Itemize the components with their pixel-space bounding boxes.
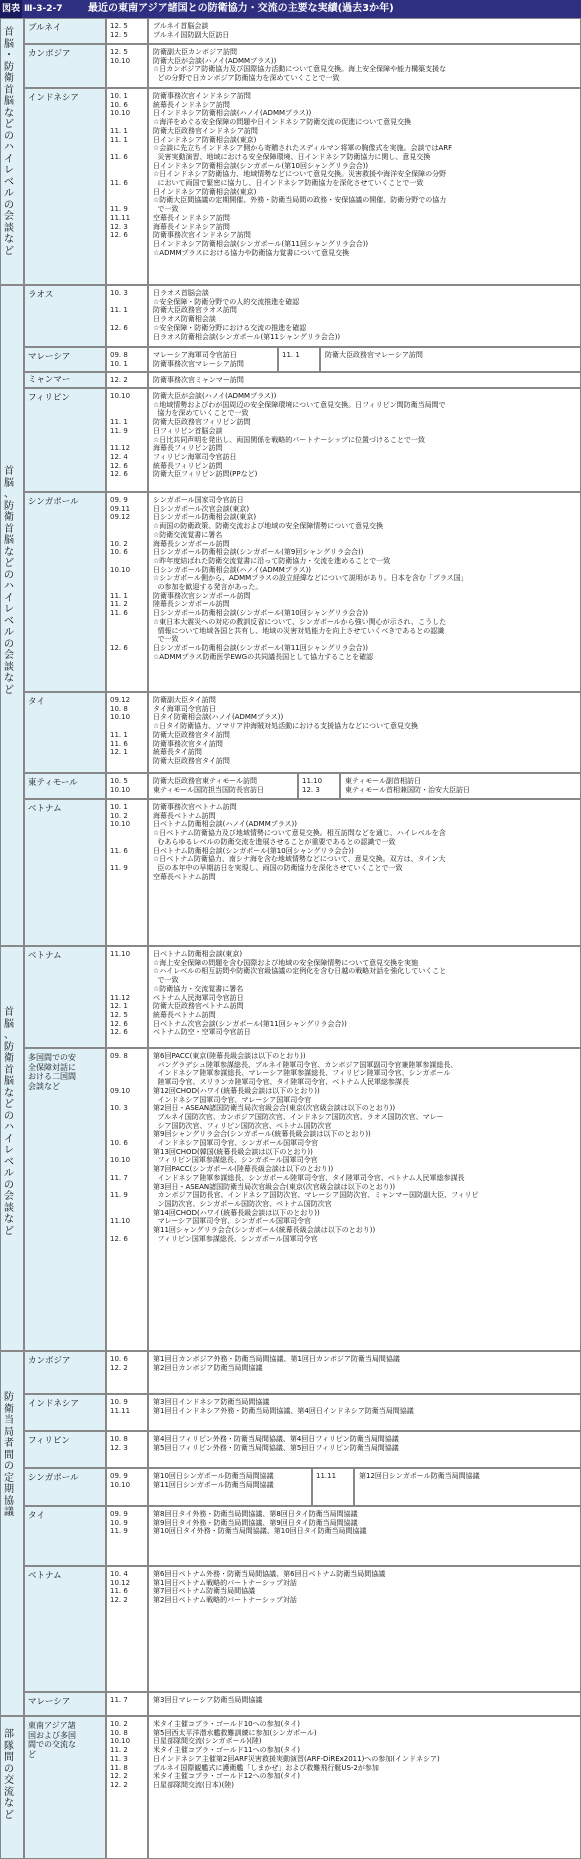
event-cell [148, 347, 278, 372]
date-cell [298, 773, 340, 799]
date-cell [106, 1431, 148, 1468]
date-cell [106, 347, 148, 372]
country-cell [24, 1431, 106, 1468]
country-cell [24, 1468, 106, 1506]
date-list: 11.10 12. 3 [302, 777, 323, 794]
country-label: ラオス [28, 290, 54, 300]
figure-tag: 図表 [0, 0, 22, 18]
event-list: 第4回日フィリピン外務・防衛当局間協議、第4回日フィリピン防衛当局間協議 第5回日フィリピン外務・防衛当局間協議、第5回日フィリピン防衛当局間協議 [153, 1435, 399, 1452]
event-list: 日ベトナム防衛相会談(東京) ☆海上安全保障の問題を含む国際および地域の安全保障情勢について意見交換を実施 ☆ハイレベルの相互訪問や防衛次官級協議の定例化を含む日越の戦略対話を強化していくこと で一致 ☆防衛協力・交流覚書に署名 ベトナム人民海軍司令官訪日 防衛大臣政務官ベトナム訪問 統幕長ベトナム訪問 日ベトナム次官会談(シンガポール(第11回シャングリラ会合)) ベトナム防空・空軍司令官訪日 [153, 950, 447, 1037]
country-label: フィリピン [28, 1436, 70, 1446]
group-cell [0, 946, 24, 1351]
event-cell [354, 1468, 581, 1506]
country-label: カンボジア [28, 1356, 71, 1366]
event-list: 第3回日インドネシア防衛当局間協議 第1回日インドネシア外務・防衛当局間協議、第4回日インドネシア防衛当局間協議 [153, 1398, 414, 1415]
date-cell [106, 773, 148, 799]
event-cell [148, 1468, 312, 1506]
date-cell [106, 946, 148, 1048]
date-list: 10. 5 10.10 [110, 777, 131, 794]
country-label: ベトナム [28, 1571, 62, 1581]
date-list: 10. 4 10.12 11. 6 12. 2 [110, 1570, 131, 1605]
event-cell [148, 18, 581, 44]
group-cell [0, 1716, 24, 1859]
event-cell [148, 1692, 581, 1716]
country-cell [24, 88, 106, 285]
country-cell [24, 388, 106, 492]
date-list: 12. 2 [110, 376, 128, 384]
event-cell [148, 1431, 581, 1468]
date-cell [106, 372, 148, 388]
date-cell [278, 347, 320, 372]
country-label: 東ティモール [28, 778, 78, 788]
event-list: 第1回日カンボジア外務・防衛当局間協議、第1回日カンボジア防衛当局間協議 第2回日カンボジア防衛当局間協議 [153, 1355, 400, 1372]
event-list: 防衛事務次官インドネシア訪問 統幕長インドネシア訪問 日インドネシア防衛相会談(ハノイ(ADMMプラス)) ☆海洋をめぐる安全保障の問題や日インドネシア防衛交流の促進について意見交換 防衛大臣政務官インドネシア訪問 日インドネシア防衛相会談(東京) ☆会談に先立ちインドネシア側から寄贈されたスディルマン将軍の胸像式を実施。会談ではARF 災害実動演習、地域における安全保障環境、日インドネシア防衛協力に関し、意見交換 日インドネシア防衛相会談(シンガポール(第10回シャングリラ会合)) ☆日インドネシア防衛協力、地域情勢などについて意見交換。災害救援や海洋安全保障の分野 において両国で緊密に協力し、日インドネシア防衛協力を深化させていくことで一致 日インドネシア防衛相会談(東京) ☆防衛大臣間協議の定期開催、外務・防衛当局間の政務・安保協議の開催、防衛分野での協力 で一致 空幕長インドネシア訪問 海幕長インドネシア訪問 防衛事務次官インドネシア訪問 日インドネシア防衛相会談(シンガポール(第11回シャングリラ会合)) ☆ADMMプラスにおける協力や防衛協力覚書について意見交換 [153, 92, 453, 257]
country-label: タイ [28, 1511, 45, 1521]
date-cell [106, 799, 148, 946]
event-cell [340, 773, 581, 799]
date-list: 11. 7 [110, 1696, 128, 1704]
date-cell [106, 88, 148, 285]
date-list: 09. 9 10.10 [110, 1472, 131, 1489]
group-label: 首 脳 、 防 衛 首 脳 な ど の ハ イ レ ベ ル の 会 談 な ど [4, 466, 14, 696]
date-cell [106, 1716, 148, 1859]
date-list: 10.10 11. 1 11. 9 11.12 12. 4 12. 6 12. 6 [110, 392, 131, 479]
country-label: インドネシア [28, 93, 79, 103]
group-cell [0, 18, 24, 285]
country-label: ミャンマー [28, 375, 71, 385]
country-label: ブルネイ [28, 23, 62, 33]
event-list: 防衛大臣が会談(ハノイ(ADMMプラス)) ☆地域情勢およびわが国周辺の安全保障環境について意見交換。日フィリピン間防衛当局間で 協力を深めていくことで一致 防衛大臣政務官フィリピン訪問 日フィリピン首脳会談 ☆日比共同声明を発出し、両国関係を戦略的パートナーシップに位置づけることで一致 海幕長フィリピン訪問 フィリピン海軍司令官訪日 統幕長フィリピン訪問 防衛大臣フィリピン訪問(PPなど) [153, 392, 446, 479]
date-cell [106, 1394, 148, 1431]
cooperation-table [0, 18, 581, 1859]
event-list: シンガポール国家司令官訪日 日シンガポール次官会談(東京) 日シンガポール防衛相会談(東京) ☆両国の防衛政策、防衛交流および地域の安全保障情勢について意見交換 ☆防衛交流覚書に署名 海幕長シンガポール訪問 日シンガポール防衛相会談(シンガポール(第9回シャングリラ会合)) ☆昨年度結ばれた防衛交流覚書に沿って防衛協力・交流を進めることで一致 日シンガポール防衛相会談(ハノイ(ADMMプラス)) ☆シンガポール側から、ADMMプラスの設立経緯などについて説明があり。日本を含む「プラス国」 の参加を歓迎する発言があった。 防衛事務次官シンガポール訪問 陸幕長シンガポール訪問 日シンガポール防衛相会談(シンガポール(第10回シャングリラ会合)) ☆東日本大震災への対応の教訓反省について、シンガポールから強い関心が示され、こうした 情報について地域各国と共有し、地域の災害対処能力を向上させていくべきであるとの認識 で一致 日シンガポール防衛相会談(シンガポール(第11回シャングリラ会合)) ☆ADMMプラス防衛医学EWGの共同議長国として協力することを確認 [153, 496, 468, 661]
date-list: 09. 9 10. 9 11. 9 [110, 1510, 128, 1536]
country-cell [24, 1566, 106, 1692]
country-label: シンガポール [28, 1473, 79, 1483]
event-cell [148, 1716, 581, 1859]
date-list: 10. 3 11. 1 12. 6 [110, 289, 128, 332]
event-cell [148, 1351, 581, 1394]
event-list: 日ラオス首脳会談 ☆安全保障・防衛分野での人的交流推進を確認 防衛大臣政務官ラオス訪問 日ラオス防衛相会談 ☆安全保障・防衛分野における交流の推進を確認 日ラオス防衛相会談(シンガポール(第11シャングリラ会合)) [153, 289, 341, 341]
country-label: 東南アジア諸 国および多国 間での交流な ど [28, 1721, 76, 1759]
event-cell [148, 372, 581, 388]
country-cell [24, 1351, 106, 1394]
event-cell [148, 692, 581, 773]
event-cell [148, 88, 581, 285]
date-cell [106, 285, 148, 347]
country-label: フィリピン [28, 393, 70, 403]
event-list: 防衛大臣政務官マレーシア訪問 [325, 351, 423, 359]
date-list: 10. 1 10. 2 10.10 11. 6 11. 9 [110, 803, 131, 872]
country-label: マレーシア [28, 352, 71, 362]
event-cell [148, 1566, 581, 1692]
event-cell [148, 492, 581, 692]
country-cell [24, 946, 106, 1048]
event-cell [148, 799, 581, 946]
date-cell [106, 492, 148, 692]
date-list: 09. 8 09.10 10. 3 10. 6 10.10 11. 7 11. 9 11.10 12. 6 [110, 1052, 131, 1243]
country-cell [24, 285, 106, 347]
date-list: 09.12 10. 8 10.10 11. 1 11. 6 12. 1 [110, 696, 131, 757]
date-list: 11.11 [316, 1472, 337, 1480]
group-label: 部 隊 間 の 交 流 な ど [4, 1729, 14, 1821]
event-list: 防衛副大臣カンボジア訪問 防衛大臣が会談(ハノイ(ADMMプラス)) ☆日カンボジア防衛協力及び国際協力活動について意見交換。海上安全保障や能力構築支援な どの分野で日カンボジア防衛協力を深めていくことで一致 [153, 48, 447, 83]
figure-title: 最近の東南アジア諸国との防衛協力・交流の主要な実績(過去3か年) [88, 3, 394, 14]
event-cell [320, 347, 581, 372]
country-label: マレーシア [28, 1697, 71, 1707]
date-list: 11.10 11.12 12. 1 12. 5 12. 6 12. 6 [110, 950, 131, 1037]
date-cell [106, 692, 148, 773]
country-cell [24, 1506, 106, 1566]
country-cell [24, 1692, 106, 1716]
event-cell [148, 946, 581, 1048]
country-cell [24, 44, 106, 88]
group-cell [0, 1351, 24, 1716]
date-list: 09. 9 09.11 09.12 10. 2 10. 6 10.10 11. 1 11. 2 11. 6 12. 6 [110, 496, 131, 652]
date-cell [106, 1566, 148, 1692]
figure-header [0, 0, 581, 18]
event-cell [148, 285, 581, 347]
country-cell [24, 1394, 106, 1431]
group-cell [0, 285, 24, 946]
event-cell [148, 773, 298, 799]
date-list: 12. 5 10.10 [110, 48, 131, 65]
date-cell [106, 1692, 148, 1716]
date-cell [106, 1506, 148, 1566]
date-cell [106, 18, 148, 44]
group-label: 首 脳 、 防 衛 首 脳 な ど の ハ イ レ ベ ル の 会 談 な ど [4, 1007, 14, 1237]
event-list: 第8回日タイ外務・防衛当局間協議、第8回日タイ防衛当局間協議 第9回日タイ外務・防衛当局間協議、第9回日タイ防衛当局間協議 第10回日タイ外務・防衛当局間協議、第10回日タイ防衛当局間協議 [153, 1510, 367, 1536]
figure-number: Ⅲ-3-2-7 [24, 4, 63, 14]
country-cell [24, 347, 106, 372]
event-list: 東ティモール副首相訪日 東ティモール首相兼国防・治安大臣訪日 [345, 777, 471, 794]
country-label: カンボジア [28, 49, 71, 59]
event-cell [148, 1048, 581, 1351]
event-cell [148, 388, 581, 492]
country-cell [24, 372, 106, 388]
event-list: 第3回日マレーシア防衛当局間協議 [153, 1696, 263, 1704]
group-label: 首 脳 ・ 防 衛 首 脳 な ど の ハ イ レ ベ ル の 会 談 な ど [4, 27, 14, 257]
date-list: 10. 9 11.11 [110, 1398, 131, 1415]
country-label: 多国間での安 全保障対話に おける二国間 会談など [28, 1053, 76, 1091]
date-cell [106, 1351, 148, 1394]
date-list: 10. 6 12. 2 [110, 1355, 128, 1372]
date-cell [106, 44, 148, 88]
date-cell [312, 1468, 354, 1506]
event-list: 防衛事務次官ベトナム訪問 海幕長ベトナム訪問 日ベトナム防衛相会談(ハノイ(ADMMプラス)) ☆日ベトナム防衛協力及び地域情勢について意見交換。相互訪問などを通じ、ハイレベルを含 むあらゆるレベルの防衛交流を進展させることが重要であるとの認識で一致 日ベトナム防衛相会談(シンガポール(第10回シャングリラ会合)) ☆日ベトナム防衛協力、南シナ海を含む地域情勢などについて、意見交換。双方は、タイン大 臣の本年中の早期訪日を実現し、両国の防衛協力を深化させていくことで一致 空幕長ベトナム訪問 [153, 803, 446, 881]
country-label: タイ [28, 697, 45, 707]
event-list: 防衛事務次官ミャンマー訪問 [153, 376, 244, 384]
event-list: ブルネイ首脳会談 ブルネイ国防副大臣訪日 [153, 22, 230, 39]
event-cell [148, 1506, 581, 1566]
country-cell [24, 773, 106, 799]
event-list: 防衛大臣政務官東ティモール訪問 東ティモール国防担当国防長官訪日 [153, 777, 265, 794]
event-list: 第12回日シンガポール防衛当局間協議 [359, 1472, 480, 1480]
date-list: 12. 5 12. 5 [110, 22, 128, 39]
date-cell [106, 1468, 148, 1506]
date-list: 11. 1 [282, 351, 300, 359]
country-cell [24, 492, 106, 692]
date-cell [106, 388, 148, 492]
date-list: 10. 2 10. 8 10.10 11. 2 11. 3 11. 8 12. 2 12. 2 [110, 1720, 131, 1789]
country-label: インドネシア [28, 1399, 79, 1409]
event-list: 第6回PACC(東京(陸幕長級会談は以下のとおり)) バングラデシュ陸軍参謀総長、ブルネイ陸軍司令官、カンボジア国軍副司令官兼陸軍参謀総長、 インドネシア陸軍参謀総長、マレーシア陸軍参謀総長、フィリピン陸軍司令官、シンガポール 陸軍司令官、スリランカ陸軍司令官、タイ陸軍司令官、ベトナム人民軍総参謀長 第12回CHOD(ハワイ(統幕長級会談は以下のとおり)) インドネシア国軍司令官、マレーシア国軍司令官 第2回日・ASEAN諸国防衛当局次官級会合(東京(次官級会談は以下のとおり)) ブルネイ国防次官、カンボジア国防次官、インドネシア国防次官、ラオス国防次官、マレー シア国防次官、フィリピン国防次官、ベトナム国防次官 第9回シャングリラ会合(シンガポール(統幕長級会談は以下のとおり)) インドネシア国軍司令官、シンガポール国軍司令官 第13回CHOD(韓国(統幕長級会談は以下のとおり)) フィリピン国軍参謀総長、シンガポール国軍司令官 第7回PACC(シンガポール(陸幕長級会談は以下のとおり)) インドネシア陸軍参謀総長、シンガポール陸軍司令官、タイ陸軍司令官、ベトナム人民軍総参謀長 第3回日・ASEAN諸国防衛当局次官級会合(東京(次官級会談は以下のとおり)) カンボジア国防長官、インドネシア国防次官、マレーシア国防次官、ミャンマー国防副大臣、フィリピ ン国防次官、シンガポール国防次官、ベトナム国防次官 第14回CHOD(ハワイ(統幕長級会談は以下のとおり)) マレーシア国軍司令官、シンガポール国軍司令官 第11回シャングリラ会合(シンガポール(統幕長級会談は以下のとおり)) フィリピン国軍参謀総長、シンガポール国軍司令官 [153, 1052, 479, 1243]
country-label: シンガポール [28, 497, 79, 507]
event-list: 第6回日ベトナム外務・防衛当局間協議、第6回日ベトナム防衛当局間協議 第1回日ベトナム戦略的パートナーシップ対話 第7回日ベトナム防衛当局間協議 第2回日ベトナム戦略的パートナーシップ対話 [153, 1570, 386, 1605]
event-list: 第10回日シンガポール防衛当局間協議 第11回日シンガポール防衛当局間協議 [153, 1472, 274, 1489]
event-list: マレーシア海軍司令官訪日 防衛事務次官マレーシア訪問 [153, 351, 244, 368]
country-label: ベトナム [28, 951, 62, 961]
date-cell [106, 1048, 148, 1351]
date-list: 10. 8 12. 3 [110, 1435, 128, 1452]
event-cell [148, 1394, 581, 1431]
country-cell [24, 1716, 106, 1859]
country-cell [24, 692, 106, 773]
country-label: ベトナム [28, 804, 62, 814]
group-label: 防 衛 当 局 者 間 の 定 期 協 議 [4, 1392, 14, 1518]
event-list: 米タイ主催コブラ・ゴールド10への参加(タイ) 第5回西太平洋潜水艦救難訓練に参加(シンガポール) 日星部隊間交流(シンガポール)(陸) 米タイ主催コブラ・ゴールド11への参加(タイ) 日インドネシア主催第2回ARF災害救援実動演習(ARF-DiREx2011)への参加(インドネシア) ブルネイ国際観艦式に護衛艦「しまかぜ」および救難飛行艇US-2が参加 米タイ主催コブラ・ゴールド12への参加(タイ) 日星部隊間交流(日本)(陸) [153, 1720, 440, 1789]
date-list: 10. 1 10. 6 10.10 11. 1 11. 1 11. 6 11. 6 11. 9 11.11 12. 3 12. 6 [110, 92, 131, 240]
country-cell [24, 1048, 106, 1351]
country-cell [24, 799, 106, 946]
event-cell [148, 44, 581, 88]
country-cell [24, 18, 106, 44]
date-list: 09. 8 10. 1 [110, 351, 128, 368]
event-list: 防衛副大臣タイ訪問 タイ海軍司令官訪日 日タイ防衛相会談(ハノイ(ADMMプラス)) ☆日タイ防衛協力、ソマリア沖海賊対処活動における支援協力などについて意見交換 防衛大臣政務官タイ訪問 防衛事務次官タイ訪問 統幕長タイ訪問 防衛大臣政務官タイ訪問 [153, 696, 418, 765]
